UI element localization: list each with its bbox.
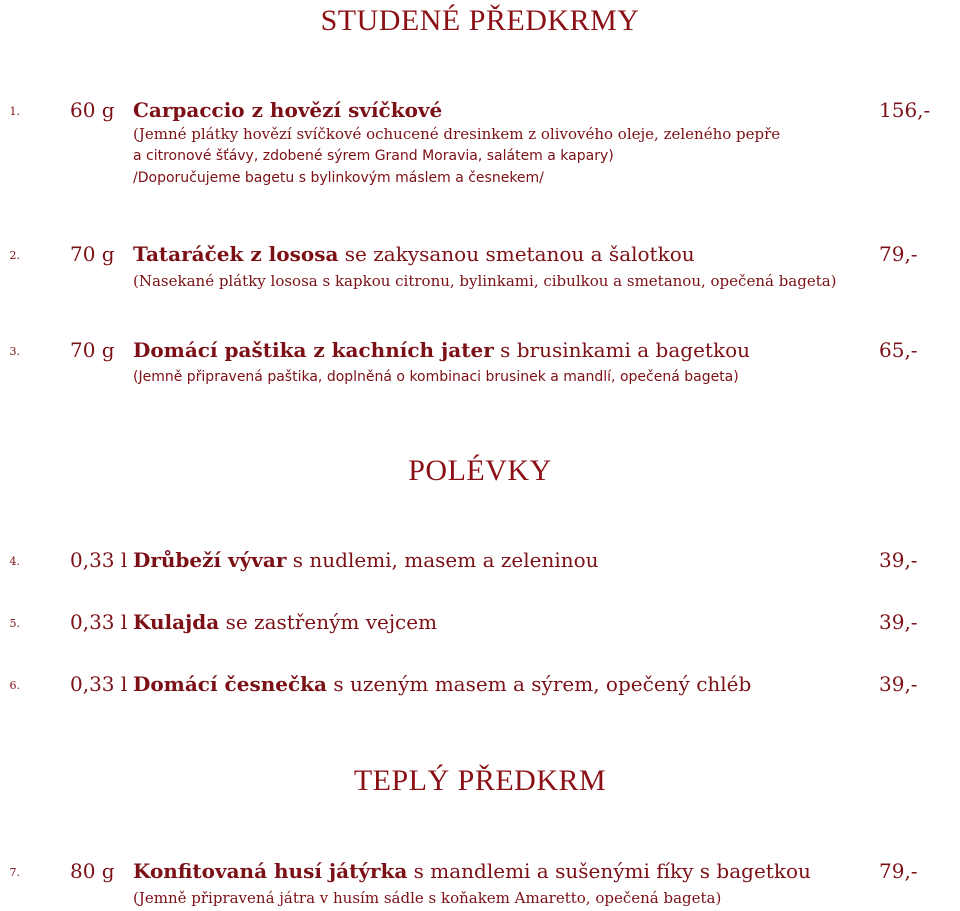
item-description xyxy=(133,270,893,292)
item-suffix: s mandlemi a sušenými fíky s bagetkou xyxy=(407,859,811,883)
item-quantity: 0,33 l xyxy=(70,548,128,572)
item-number: 3. xyxy=(9,345,20,358)
item-quantity: 0,33 l xyxy=(70,672,128,696)
item-number: 7. xyxy=(9,866,20,879)
item-title xyxy=(133,546,599,574)
item-name: Carpaccio z hovězí svíčkové xyxy=(133,98,443,122)
item-price: 156,- xyxy=(879,98,931,122)
item-quantity: 70 g xyxy=(70,242,115,266)
item-name: Drůbeží vývar xyxy=(133,548,287,572)
item-price: 65,- xyxy=(879,338,918,362)
description-line: /Doporučujeme bagetu s bylinkovým máslem a česnekem/ xyxy=(133,170,544,186)
item-quantity: 0,33 l xyxy=(70,610,128,634)
item-title xyxy=(133,96,442,124)
item-price: 39,- xyxy=(879,548,918,572)
item-number: 2. xyxy=(9,249,20,262)
item-title xyxy=(133,670,751,698)
description-line: (Jemné plátky hovězí svíčkové ochucené dresinkem z olivového oleje, zeleného pepře xyxy=(133,125,781,143)
item-suffix: s nudlemi, masem a zeleninou xyxy=(286,548,599,572)
item-title xyxy=(133,240,695,268)
item-quantity: 60 g xyxy=(70,98,115,122)
item-description xyxy=(133,887,893,909)
item-description xyxy=(133,123,893,189)
item-suffix: s uzeným masem a sýrem, opečený chléb xyxy=(326,672,752,696)
item-suffix: se zastřeným vejcem xyxy=(219,610,438,634)
item-quantity: 80 g xyxy=(70,859,115,883)
item-name: Domácí česnečka xyxy=(133,672,327,696)
item-price: 39,- xyxy=(879,610,918,634)
description-line: (Jemně připravená paštika, doplněná o kombinaci brusinek a mandlí, opečená bageta) xyxy=(133,369,739,385)
item-name: Konfitovaná husí játýrka xyxy=(133,859,408,883)
section-title-cold-starters: STUDENÉ PŘEDKRMY xyxy=(320,4,640,37)
item-title xyxy=(133,857,811,885)
item-price: 79,- xyxy=(879,242,918,266)
item-quantity: 70 g xyxy=(70,338,115,362)
item-number: 6. xyxy=(9,679,20,692)
description-line: a citronové šťávy, zdobené sýrem Grand Moravia, salátem a kapary) xyxy=(133,148,614,164)
item-suffix: s brusinkami a bagetkou xyxy=(493,338,750,362)
description-line: (Jemně připravená játra v husím sádle s koňakem Amaretto, opečená bageta) xyxy=(133,889,722,907)
item-suffix: se zakysanou smetanou a šalotkou xyxy=(338,242,695,266)
item-name: Domácí paštika z kachních jater xyxy=(133,338,494,362)
section-title-soups: POLÉVKY xyxy=(408,454,552,487)
section-title-warm-starter: TEPLÝ PŘEDKRM xyxy=(353,764,607,797)
item-number: 5. xyxy=(9,617,20,630)
item-number: 4. xyxy=(9,555,20,568)
item-description xyxy=(133,366,893,388)
item-price: 79,- xyxy=(879,859,918,883)
item-name: Kulajda xyxy=(133,610,220,634)
item-number: 1. xyxy=(9,105,20,118)
item-title xyxy=(133,336,750,364)
item-price: 39,- xyxy=(879,672,918,696)
description-line: (Nasekané plátky lososa s kapkou citronu, bylinkami, cibulkou a smetanou, opečená bageta) xyxy=(133,272,837,290)
item-title xyxy=(133,608,437,636)
item-name: Tataráček z lososa xyxy=(133,242,339,266)
